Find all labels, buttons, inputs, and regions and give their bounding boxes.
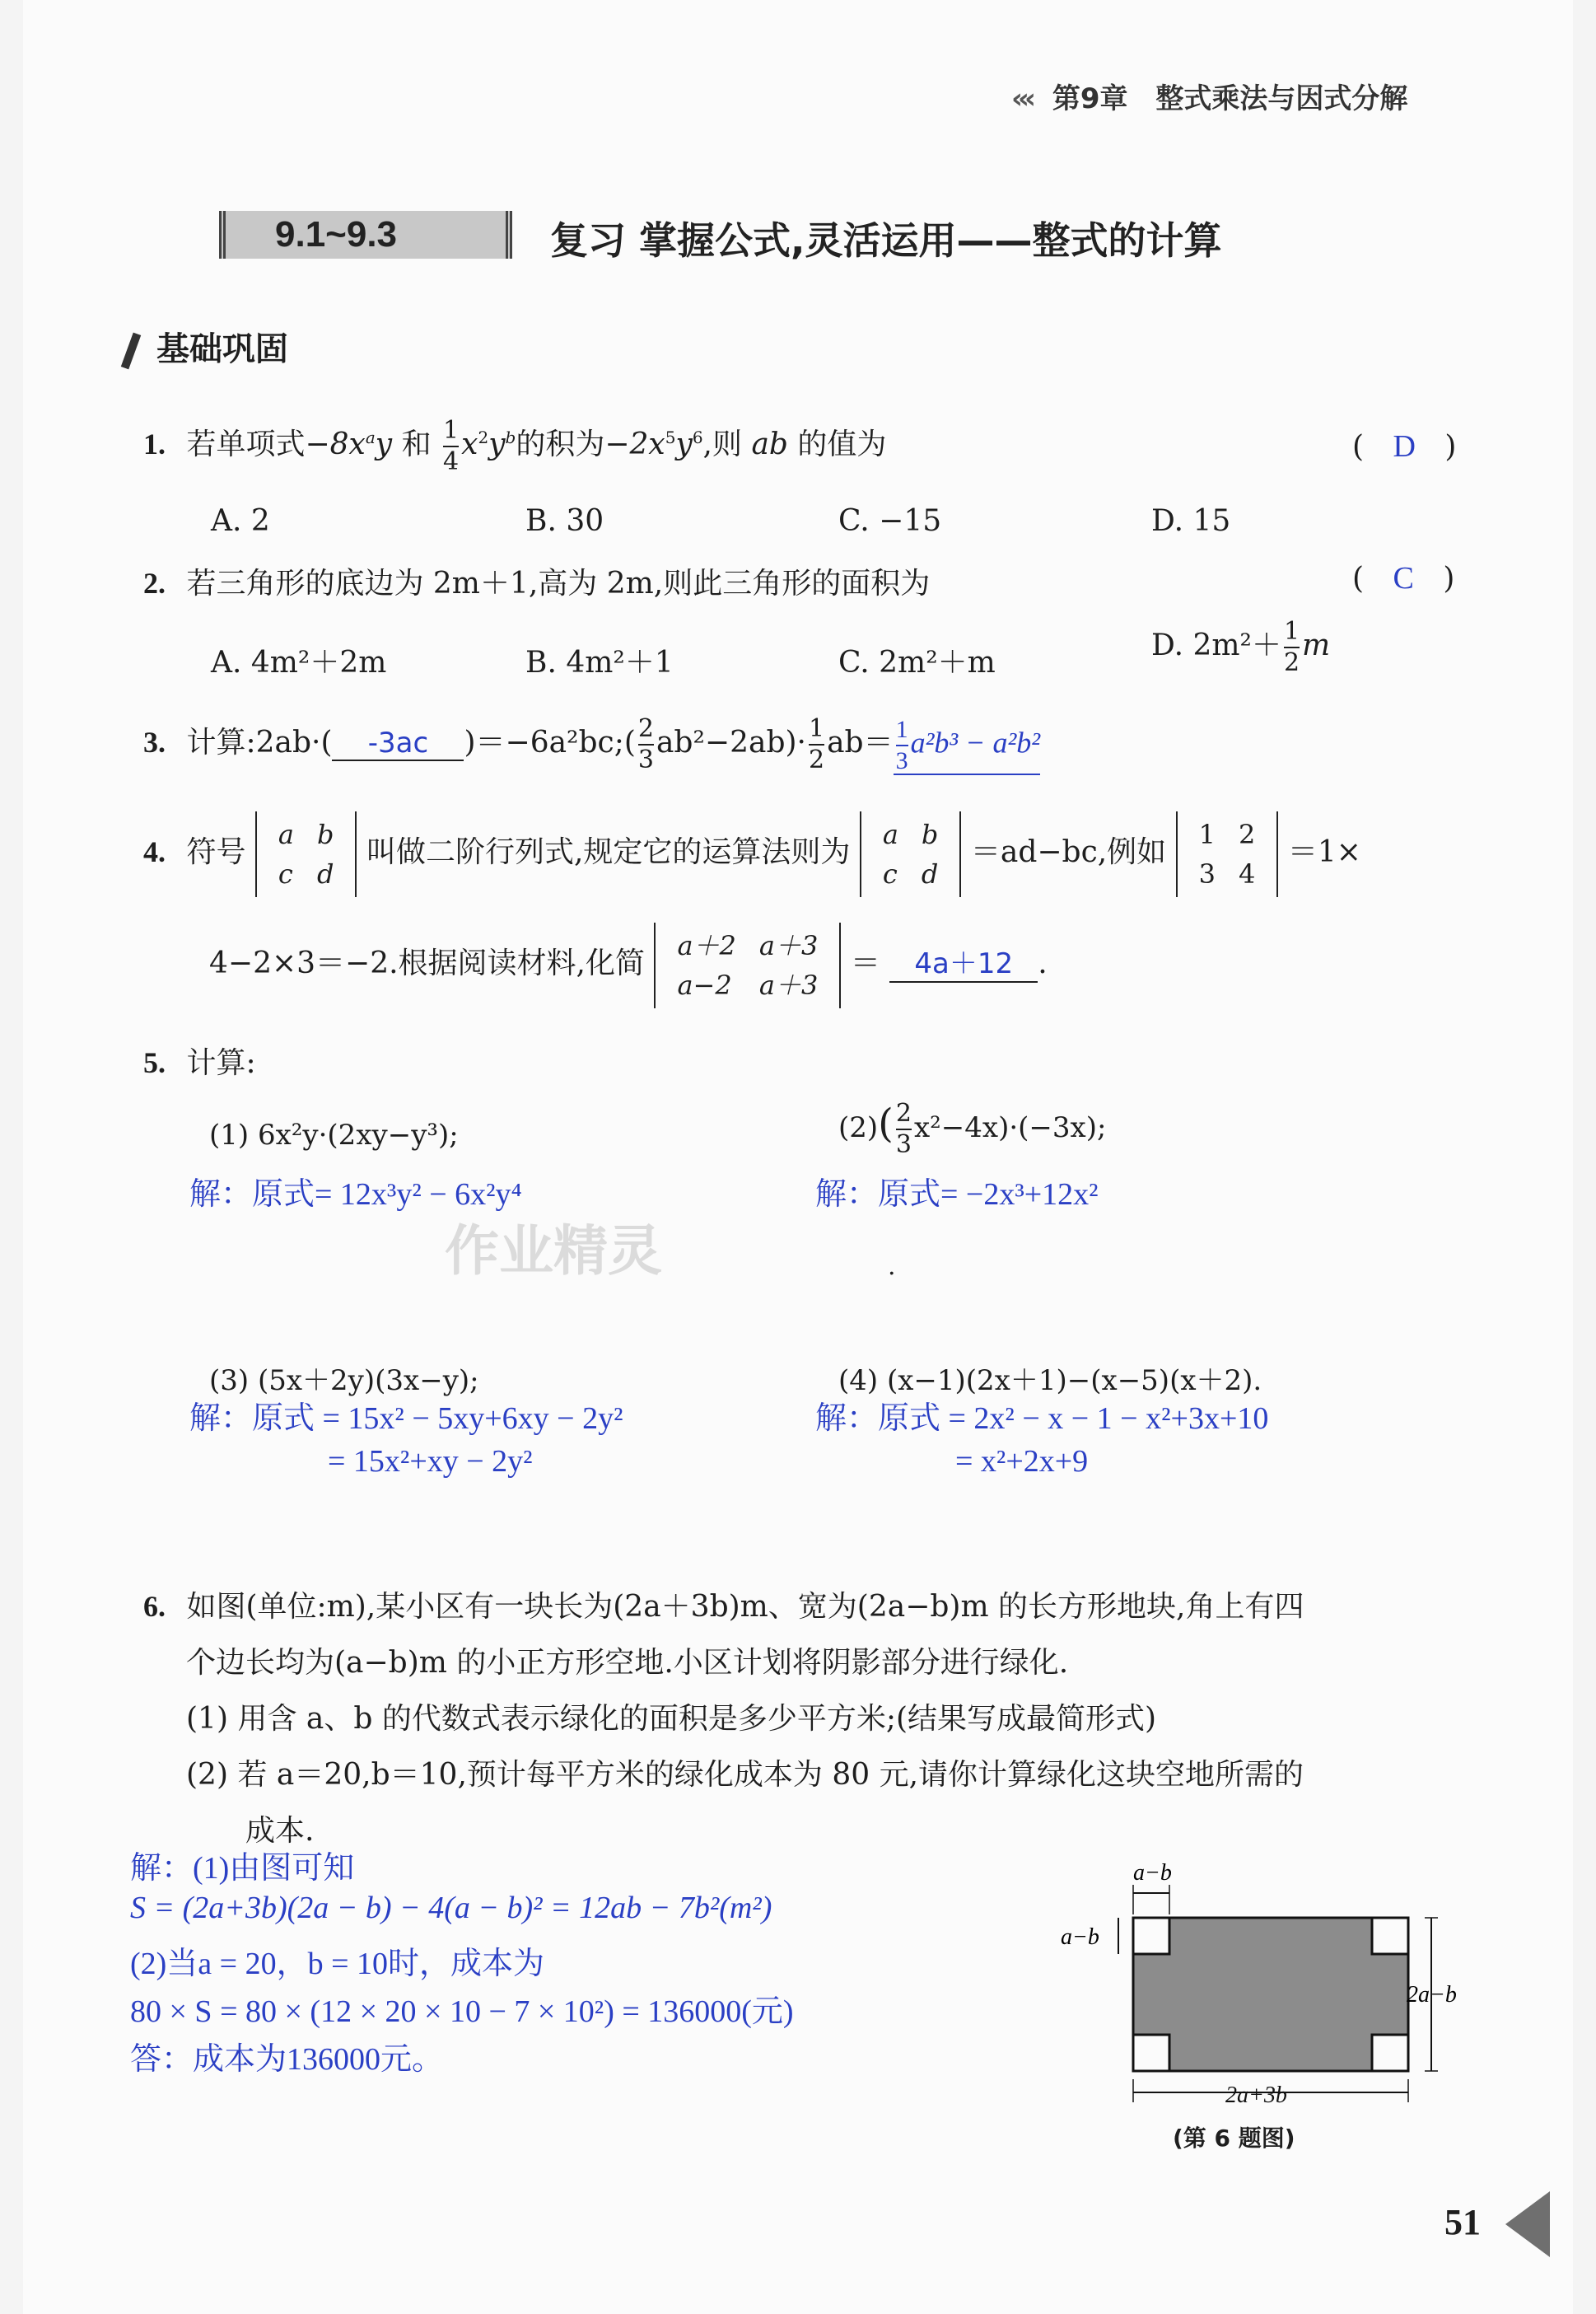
- q6-subquestion-2-cont: 成本.: [245, 1814, 315, 1848]
- q6-subquestion-1: (1) 用含 a、b 的代数式表示绿化的面积是多少平方米;(结果写成最简形式): [186, 1702, 1157, 1736]
- figure-caption: (第 6 题图): [1173, 2125, 1295, 2152]
- q3-frac-2: [808, 714, 825, 774]
- det-a: a: [278, 819, 294, 850]
- corner-square-br: [1372, 2035, 1408, 2071]
- q4-period: .: [1038, 947, 1048, 980]
- det-b: b: [921, 819, 939, 850]
- q2-number: 2.: [143, 567, 166, 600]
- q2-answer-bracket: [1352, 560, 1454, 596]
- det-c: c: [278, 858, 293, 890]
- q3-ans-frac: [895, 715, 908, 774]
- question-6: [143, 1583, 1304, 1625]
- q2-text: 若三角形的底边为 2m＋1,高为 2m,则此三角形的面积为: [186, 567, 931, 601]
- q3-blank-2: [894, 715, 1041, 775]
- page-corner-triangle-icon: [1505, 2191, 1550, 2257]
- q6-answer-line-2: S = (2a+3b)(2a − b) − 4(a − b)² = 12ab − 7b²(m²): [130, 1891, 772, 1925]
- q4-t1: 符号: [186, 835, 246, 869]
- q6-answer-line-4: 80 × S = 80 × (12 × 20 × 10 − 7 × 10²) = 136000(元): [130, 1994, 794, 2029]
- section-badge: [219, 211, 512, 259]
- q6-answer-line-3: (2)当a = 20，b = 10时，成本为: [130, 1947, 545, 1981]
- q4-t2: 叫做二阶行列式,规定它的运算法则为: [366, 835, 851, 869]
- q1-fraction: [443, 418, 459, 474]
- q2-option-c: C. 2m²＋m: [838, 646, 996, 680]
- q4-t4: ＝1×: [1287, 835, 1361, 869]
- q1-answer-bracket: [1352, 428, 1456, 465]
- ex-4: 4: [1239, 858, 1256, 890]
- q5-part-4-answer-2: = x²+2x+9: [955, 1444, 1089, 1479]
- q1-text-b: 的积为: [516, 428, 605, 461]
- det-b: b: [317, 819, 334, 850]
- q3-ans-den: 3: [895, 746, 908, 774]
- q4-determinant-problem: [654, 923, 841, 1008]
- q3-mid2: ab²−2ab)·: [656, 726, 806, 760]
- label-right: 2a−b: [1407, 1982, 1457, 2008]
- q1-answer: D: [1393, 429, 1416, 464]
- q3-mid: )＝−6a²bc;(: [464, 726, 636, 760]
- q4-line-2: [209, 923, 1048, 1008]
- q2-opt-d-text: D. 2m²＋: [1151, 629, 1281, 662]
- q1-frac-den: 4: [443, 447, 460, 476]
- q1-mono1-sup: a: [365, 428, 376, 447]
- question-1: [143, 418, 886, 474]
- q2-frac-den: 2: [1283, 648, 1300, 677]
- page: [23, 0, 1573, 2314]
- q1-option-c: C. −15: [838, 504, 942, 538]
- q1-mono2: x: [461, 428, 478, 461]
- q1-mono1-tail: y: [375, 428, 393, 461]
- corner-square-tl: [1133, 1918, 1169, 1954]
- q4-determinant-example: [1176, 811, 1279, 897]
- q2-opt-d-tail: m: [1302, 629, 1331, 662]
- q1-paren-r: ): [1444, 430, 1457, 464]
- q3-ans-tail: a²b³ − a²b²: [910, 726, 1041, 759]
- q1-option-a: A. 2: [211, 504, 270, 538]
- q1-prod-ysup: 6: [692, 428, 703, 447]
- ex-3: 3: [1198, 858, 1216, 890]
- q5-p2-tail: x²−4x)·(−3x);: [914, 1111, 1107, 1144]
- q4-determinant-symbol: [255, 811, 357, 897]
- corner-square-tr: [1372, 1918, 1408, 1954]
- q5-p2-label: (2): [838, 1111, 879, 1144]
- q4-line2-text: 4−2×3＝−2.根据阅读材料,化简: [209, 947, 645, 980]
- q6-number: 6.: [143, 1590, 166, 1623]
- q3-mid3: ab＝: [827, 726, 894, 760]
- stray-dot: .: [888, 1252, 896, 1281]
- q5-title: 计算:: [186, 1046, 256, 1080]
- mat-22: a＋3: [758, 970, 819, 1001]
- q2-option-a: A. 4m²＋2m: [211, 646, 387, 680]
- q5-part-1: (1) 6x²y·(2xy−y³);: [209, 1119, 459, 1152]
- ex-1: 1: [1198, 819, 1216, 850]
- q1-text-d: 的值为: [797, 428, 887, 461]
- q5-p2-frac: [896, 1101, 912, 1157]
- q5-part-3: (3) (5x＋2y)(3x−y);: [209, 1364, 479, 1397]
- q1-mono2-y: y: [488, 428, 506, 461]
- q5-part-4: (4) (x−1)(2x＋1)−(x−5)(x＋2).: [838, 1364, 1262, 1397]
- q5-part-2: [838, 1101, 1106, 1157]
- q5-part-2-answer: 解：原式= −2x³+12x²: [815, 1177, 1099, 1212]
- q2-opt-d-frac: [1284, 619, 1300, 676]
- q5-part-3-answer-1: 解：原式 = 15x² − 5xy+6xy − 2y²: [189, 1401, 623, 1436]
- q4-number: 4.: [143, 835, 166, 868]
- q5-number: 5.: [143, 1046, 166, 1079]
- q5-p2-den: 3: [895, 1130, 912, 1159]
- label-left: a−b: [1061, 1924, 1099, 1950]
- mat-11: a＋2: [677, 930, 736, 961]
- q2-answer: C: [1393, 561, 1414, 596]
- q6-figure: [1044, 1862, 1472, 2109]
- question-5: [143, 1040, 256, 1082]
- q2-paren-r: ): [1443, 562, 1455, 596]
- q2-option-b: B. 4m²＋1: [525, 646, 674, 680]
- q1-mono1: −8x: [305, 428, 366, 461]
- q1-mono2-sup: 2: [478, 428, 489, 447]
- q5-part-3-answer-2: = 15x²+xy − 2y²: [328, 1444, 533, 1479]
- q1-frac-num: 1: [443, 416, 460, 445]
- q1-prod-y: y: [675, 428, 693, 461]
- chevron-icon: ‹‹‹: [1011, 82, 1032, 115]
- ex-2: 2: [1239, 819, 1256, 850]
- q6-answer-line-5: 答：成本为136000元。: [130, 2042, 444, 2077]
- chapter-number: 第9章: [1052, 82, 1128, 115]
- q3-ans-num: 1: [895, 715, 908, 743]
- q2-frac-num: 1: [1283, 617, 1300, 646]
- mat-12: a＋3: [758, 930, 819, 961]
- q3-blank-1: -3ac: [332, 727, 464, 761]
- q3-lead: 计算:2ab·(: [186, 726, 333, 760]
- q2-paren-l: (: [1352, 562, 1365, 596]
- subsection-heading: [127, 323, 288, 370]
- mat-21: a−2: [677, 970, 732, 1001]
- q6-line-1: 如图(单位:m),某小区有一块长为(2a＋3b)m、宽为(2a−b)m 的长方形地块,角上有四: [186, 1590, 1304, 1624]
- green-area: [1133, 1918, 1408, 2071]
- q3-f1-num: 2: [637, 714, 654, 743]
- q4-answer: 4a＋12: [889, 941, 1038, 983]
- q3-number: 3.: [143, 726, 166, 759]
- q1-prod-sup: 5: [665, 428, 676, 447]
- det-c: c: [882, 858, 898, 890]
- chapter-title: 整式乘法与因式分解: [1155, 82, 1408, 115]
- q1-mono2-ysup: b: [505, 428, 516, 447]
- corner-square-bl: [1133, 2035, 1169, 2071]
- q1-number: 1.: [143, 428, 166, 460]
- section-title: 复习 掌握公式,灵活运用——整式的计算: [550, 218, 1222, 263]
- q5-part-1-answer: 解：原式= 12x³y² − 6x²y⁴: [189, 1177, 522, 1212]
- q1-option-d: D. 15: [1151, 504, 1231, 538]
- q2-option-d: [1151, 619, 1330, 676]
- q1-text: 若单项式: [186, 428, 306, 461]
- question-3: [143, 714, 1041, 775]
- q5-part-4-answer-1: 解：原式 = 2x² − x − 1 − x²+3x+10: [815, 1401, 1269, 1436]
- q5-p2-lp: (: [878, 1101, 894, 1147]
- q4-t3: ＝ad−bc,例如: [970, 835, 1167, 869]
- q1-text-c: ,则: [702, 428, 742, 461]
- q3-f1-den: 3: [637, 746, 654, 774]
- q1-prod: −2x: [604, 428, 665, 461]
- q6-subquestion-2: (2) 若 a＝20,b＝10,预计每平方米的绿化成本为 80 元,请你计算绿化这块空地所需的: [186, 1758, 1304, 1792]
- det-a: a: [882, 819, 898, 850]
- question-2: [143, 560, 930, 602]
- pencil-icon: [121, 333, 141, 370]
- section-badge-label: 9.1~9.3: [275, 214, 398, 255]
- det-d: d: [317, 858, 334, 890]
- q4-eq: ＝: [850, 947, 880, 980]
- question-4: [143, 811, 1361, 897]
- q6-line-2: 个边长均为(a−b)m 的小正方形空地.小区计划将阴影部分进行绿化.: [186, 1646, 1069, 1680]
- q3-f2-num: 1: [808, 714, 825, 743]
- subsection-label: 基础巩固: [156, 330, 288, 368]
- q3-frac-1: [637, 714, 654, 774]
- q4-determinant-rule: [860, 811, 962, 897]
- q1-option-b: B. 30: [525, 504, 604, 538]
- page-number: 51: [1444, 2202, 1481, 2242]
- label-top: a−b: [1133, 1862, 1172, 1886]
- q3-f2-den: 2: [808, 746, 825, 774]
- q5-p2-num: 2: [895, 1099, 912, 1128]
- watermark: 作业精灵: [445, 1219, 662, 1283]
- chapter-header: [1011, 76, 1407, 116]
- det-d: d: [921, 858, 939, 890]
- q1-ab: ab: [751, 428, 788, 461]
- label-bottom: 2a+3b: [1225, 2083, 1287, 2108]
- q6-answer-line-1: 解：(1)由图可知: [130, 1851, 355, 1886]
- q1-paren-l: (: [1352, 430, 1365, 464]
- q1-and: 和: [401, 428, 432, 461]
